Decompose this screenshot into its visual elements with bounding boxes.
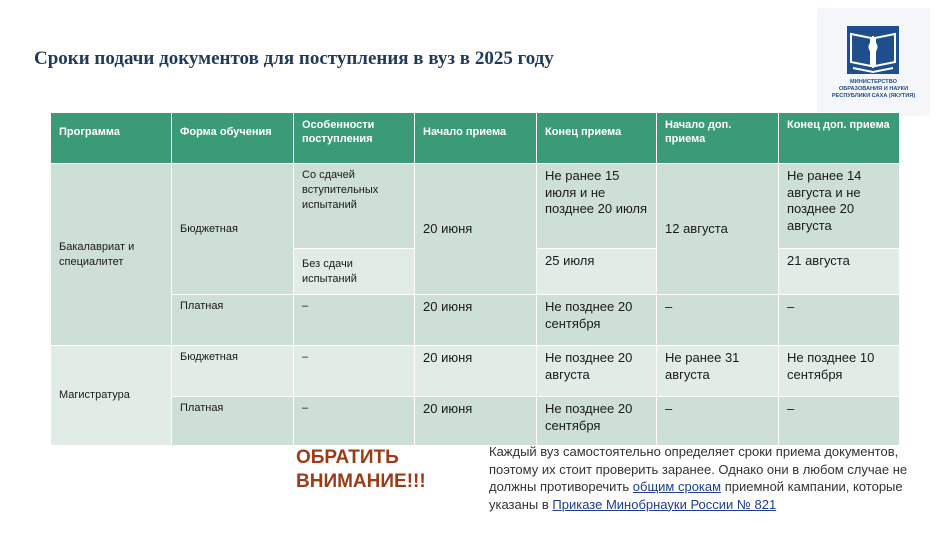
start-cell: 20 июня (415, 164, 537, 295)
form-cell: Бюджетная (172, 346, 294, 397)
feature-cell: Без сдачи испытаний (294, 249, 415, 295)
header-start: Начало приема (415, 113, 537, 164)
book-emblem-icon (847, 26, 899, 74)
order-821-link[interactable]: Приказе Минобрнауки России № 821 (552, 496, 777, 512)
feature-cell: Со сдачей вступительных испытаний (294, 164, 415, 249)
end-cell: 25 июля (537, 249, 657, 295)
attention-line-1: ОБРАТИТЬ (296, 447, 399, 468)
extra-end-cell: – (779, 295, 900, 346)
header-extra-start: Начало доп. приема (657, 113, 779, 164)
attention-line-2: ВНИМАНИЕ!!! (296, 471, 426, 492)
program-master-cell: Магистратура (51, 346, 172, 446)
admission-deadlines-table (50, 112, 900, 446)
table-row (51, 295, 900, 346)
feature-cell: – (294, 397, 415, 446)
start-cell: 20 июня (415, 397, 537, 446)
header-features: Особенности поступления (294, 113, 415, 164)
table-row (51, 346, 900, 397)
extra-start-cell: – (657, 295, 779, 346)
extra-start-cell: 12 августа (657, 164, 779, 295)
form-cell: Платная (172, 397, 294, 446)
header-extra-end: Конец доп. приема (779, 113, 900, 164)
header-program: Программа (51, 113, 172, 164)
end-cell: Не ранее 15 июля и не позднее 20 июля (537, 164, 657, 249)
table-row (51, 164, 900, 249)
form-cell: Бюджетная (172, 164, 294, 295)
extra-end-cell: 21 августа (779, 249, 900, 295)
program-bachelor-cell: Бакалавриат и специалитет (51, 164, 172, 346)
extra-start-cell: Не ранее 31 августа (657, 346, 779, 397)
header-form: Форма обучения (172, 113, 294, 164)
logo-caption: МИНИСТЕРСТВО ОБРАЗОВАНИЯ И НАУКИ РЕСПУБЛИКИ САХА (ЯКУТИЯ) (831, 79, 916, 99)
end-cell: Не позднее 20 августа (537, 346, 657, 397)
start-cell: 20 июня (415, 346, 537, 397)
extra-end-cell: Не ранее 14 августа и не позднее 20 августа (779, 164, 900, 249)
extra-end-cell: Не позднее 10 сентября (779, 346, 900, 397)
header-end: Конец приема (537, 113, 657, 164)
form-cell: Платная (172, 295, 294, 346)
page-title: Сроки подачи документов для поступления в вуз в 2025 году (34, 48, 554, 69)
table-row (51, 397, 900, 446)
general-deadlines-link[interactable]: общим срокам (632, 479, 722, 494)
start-cell: 20 июня (415, 295, 537, 346)
note-paragraph: Каждый вуз самостоятельно определяет сроки приема документов, поэтому их стоит проверить заранее. Однако они в любом случае не должны противоречить общим срокам приемной кампании, которые указаны в Приказе Минобрнауки России № 821 (489, 444, 908, 512)
end-cell: Не позднее 20 сентября (537, 397, 657, 446)
end-cell: Не позднее 20 сентября (537, 295, 657, 346)
table-header-row (51, 113, 900, 164)
extra-end-cell: – (779, 397, 900, 446)
extra-start-cell: – (657, 397, 779, 446)
feature-cell: – (294, 295, 415, 346)
attention-callout (296, 446, 426, 494)
ministry-logo (817, 8, 930, 116)
feature-cell: – (294, 346, 415, 397)
